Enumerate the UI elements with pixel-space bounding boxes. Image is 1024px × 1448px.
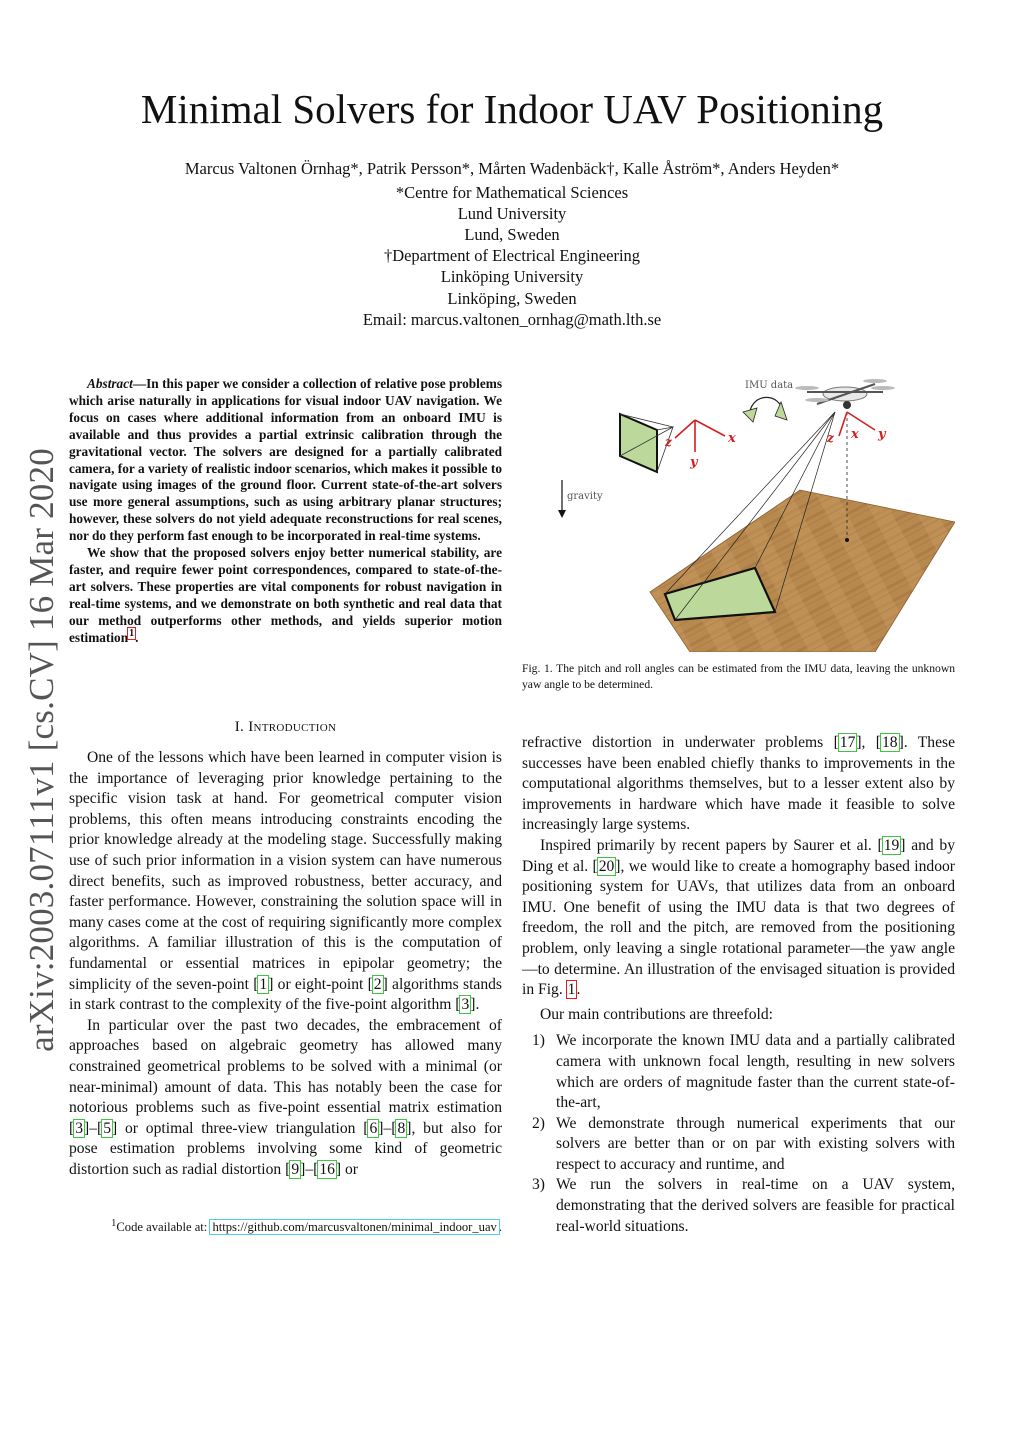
- figure-svg: [545, 372, 955, 652]
- footnote-text: Code available at:: [116, 1220, 211, 1235]
- paragraph-text: refractive distortion in underwater problems: [522, 734, 824, 751]
- paragraph-text: or eight-point: [277, 975, 364, 993]
- affiliation-line: †Department of Electrical Engineering: [383, 246, 641, 265]
- abstract: [69, 376, 502, 647]
- imu-data-label: IMU data: [745, 380, 794, 391]
- abstract-paragraph: —In this paper we consider a collection of relative pose problems which arise naturally in applications for visual indoor UAV navigation. We focus on cases where additional information from an onboard IMU is available and thus provides a partial extrinsic calibration through the gravitational vector. The solvers are designed for a partially calibrated camera, for a variety of realistic indoor scenarios, which makes it possible to navigate using images of the ground floor. Current state-of-the-art solvers use more general assumptions, such as using arbitrary planar structures; however, these solvers do not yield adequate reconstructions for real scenes, nor do they perform fast enough to be incorporated in real-time systems.: [69, 376, 502, 544]
- citation-link[interactable]: 8: [397, 1119, 406, 1137]
- punctuation: .: [475, 996, 480, 1014]
- paragraph-text: . These successes have been enabled chiefly thanks to improvements in the computational algorithms themselves, but to a lesser extent also by improvements in hardware which have made it feasible to solve increasingly large systems.: [522, 734, 955, 834]
- list-number: 1): [532, 1032, 545, 1050]
- contribution-list: [522, 1031, 955, 1237]
- code-url-link[interactable]: https://github.com/marcusvaltonen/minimal_indoor_uav: [212, 1220, 497, 1235]
- abstract-label: Abstract: [87, 376, 133, 391]
- paragraph-text: , but also for pose estimation problems involving some kind of geometric distortion such as radial distortion: [69, 1119, 503, 1178]
- figure-uav-illustration: [545, 372, 955, 652]
- affiliation-line: Linköping University: [440, 267, 584, 286]
- punctuation: .: [576, 981, 581, 999]
- introduction-text: One of the lessons which have been learned in computer vision is the importance of leveraging prior knowledge pertaining to the specific vision task at hand. For geometrical computer vision problems, this often means introducing constraints encoding the prior knowledge already at the modeling stage. Successfully making use of such prior information in a vision system can have numerous direct benefits, such as improved robustness, better accuracy, and faster performance. However, constraining the solution space will in many cases come at the cost of requiring significantly more complex algorithms. A familiar illustration of this is the computation of fundamental or essential matrices in epipolar geometry; the simplicity of the seven-point [1] or eight-point [2] algorithms stands in stark contrast to the complexity of the five-point algorithm [3]. In particular over the past two decades, the embracement of approaches based on algebraic geometry has allowed many constrained geometrical problems to be solved with a minimal (or near-minimal) amount of data. This has notably been the case for notorious problems such as five-point essential matrix estimation [3]–[5] or optimal three-view triangulation [6]–[8], but also for pose estimation problems involving some kind of geometric distortion such as radial distortion [9]–[16] or: [69, 749, 503, 1178]
- drone-axis-z: z: [827, 431, 834, 445]
- paper-title: Minimal Solvers for Indoor UAV Positioning: [140, 86, 884, 132]
- paragraph-text: and by Ding et al.: [522, 836, 956, 875]
- right-column-text: refractive distortion in underwater problems [17], [18]. These successes have been enabled chiefly thanks to improvements in the computational algorithms themselves, but to a lesser extent also by improvements in hardware which have made it feasible to solve increasingly large systems. Inspired primarily by recent papers by Saurer et al. [19] and by Ding et al. [20], we would like to create a homography based indoor positioning system for UAVs, that utilizes data from an onboard IMU. One benefit of using the IMU data is that two degrees of freedom, the roll and the pitch, are removed from the positioning problem, only leaving a single rotational parameter—the yaw angle—to determine. An illustration of the envisaged situation is provided in Fig. 1. Our main contributions are threefold: 1) We incorporate the known IMU data and a partially calibrated camera with unknown focal length, resulting in new solvers which are orders of magnitude faster than the current state-of-the-art, 2) We demonstrate through numerical experiments that our solvers are better than or on par with existing solvers with respect to accuracy and runtime, and 3) We run the solvers in real-time on a UAV system, demonstrating that the derived solvers are feasible for practical real-world situations.: [522, 733, 955, 1237]
- figure-link[interactable]: 1: [567, 981, 576, 999]
- paragraph-text: Our main contributions are threefold:: [540, 1005, 773, 1023]
- paragraph-text: In particular over the past two decades, the embracement of approaches based on algebraic geometry has allowed many constrained geometrical problems to be solved with a minimal (or near-minimal) amount of data. This has notably been the case for notorious problems such as five-point essential matrix estimation: [69, 1016, 502, 1117]
- citation-link[interactable]: 16: [319, 1160, 335, 1178]
- list-number: 2): [532, 1114, 545, 1132]
- citation-link[interactable]: 3: [75, 1119, 83, 1137]
- affiliation-line: *Centre for Mathematical Sciences: [395, 183, 629, 202]
- section-heading: [69, 719, 502, 736]
- axis-label-x: x: [728, 431, 736, 446]
- affiliation-line: Lund University: [457, 204, 567, 223]
- drone-axis-x: x: [851, 427, 859, 442]
- list-item-text: We demonstrate through numerical experiments that our solvers are better than or on par with existing solvers with respect to accuracy and runtime, and: [556, 1114, 955, 1173]
- citation-link[interactable]: 5: [103, 1119, 111, 1137]
- abstract-paragraph: We show that the proposed solvers enjoy better numerical stability, are faster, and require fewer point correspondences, compared to state-of-the-art solvers. These properties are vital components for robust navigation in real-time systems, and we demonstrate on both synthetic and real data that our method outperforms other methods, and yields superior motion estimation: [69, 545, 502, 645]
- citation-link[interactable]: 1: [259, 975, 268, 993]
- arxiv-sidebar: [14, 440, 70, 1060]
- gravity-label: gravity: [567, 491, 603, 502]
- wooden-floor: [650, 490, 955, 652]
- footnote-link[interactable]: 1: [129, 628, 135, 640]
- rotation-arrowheads: [743, 402, 787, 422]
- axis-label-z: z: [665, 435, 672, 449]
- list-item: [522, 1114, 955, 1176]
- paragraph-text: or optimal three-view triangulation: [125, 1119, 356, 1137]
- paragraph-text: One of the lessons which have been learned in computer vision is the importance of leveraging prior knowledge pertaining to the specific vision task at hand. For geometrical computer vision problems, this often means introducing constraints encoding the prior knowledge already at the modeling stage. Successfully making use of such prior information in a vision system can have numerous direct benefits, such as improved robustness, better accuracy, and faster performance. However, constraining the solution space will in many cases come at the cost of requiring significantly more complex algorithms. A familiar illustration of this is the computation of fundamental or essential matrices in epipolar geometry; the simplicity of the seven-point: [69, 749, 502, 993]
- citation-link[interactable]: 6: [369, 1119, 378, 1137]
- paragraph-text: algorithms stands in stark contrast to the complexity of the five-point algorithm: [69, 975, 502, 1014]
- camera-image-plane: [620, 414, 657, 472]
- citation-link[interactable]: 17: [839, 734, 856, 751]
- citation-link[interactable]: 2: [373, 975, 382, 993]
- drone-icon: [795, 379, 895, 409]
- arxiv-identifier[interactable]: arXiv:2003.07111v1 [cs.CV] 16 Mar 2020: [22, 448, 61, 1052]
- figure-caption: Fig. 1. The pitch and roll angles can be estimated from the IMU data, leaving the unknown yaw angle to be determined.: [522, 662, 955, 691]
- list-item-text: We incorporate the known IMU data and a partially calibrated camera with unknown focal length, resulting in new solvers which are orders of magnitude faster than the current state-of-the-art,: [556, 1032, 955, 1112]
- list-item: [522, 1031, 955, 1113]
- paragraph-text: Inspired primarily by recent papers by Saurer et al.: [540, 836, 872, 854]
- drone-axis-y: y: [878, 427, 886, 442]
- list-number: 3): [532, 1176, 545, 1194]
- axis-label-y: y: [690, 455, 698, 470]
- footnote: [69, 1218, 502, 1235]
- citation-link[interactable]: 18: [882, 734, 898, 751]
- citation-link[interactable]: 9: [291, 1160, 300, 1178]
- punctuation: .: [498, 1220, 502, 1235]
- affiliation-line: Lund, Sweden: [464, 225, 560, 244]
- contact-email: Email: marcus.valtonen_ornhag@math.lth.se: [362, 310, 662, 329]
- paragraph-text: , we would like to create a homography based indoor positioning system for UAVs, that utilizes data from an onboard IMU. One benefit of using the IMU data is that two degrees of freedom, the roll and the pitch, are removed from the positioning problem, only leaving a single rotational parameter—the yaw angle—to determine. An illustration of the envisaged situation is provided in Fig.: [522, 857, 955, 999]
- citation-link[interactable]: 3: [461, 996, 470, 1014]
- paragraph-text: or: [345, 1160, 358, 1178]
- section-number: I.: [234, 719, 245, 735]
- nadir-point: [845, 538, 849, 542]
- section-title: Introduction: [248, 719, 337, 735]
- camera1-axes: [675, 420, 725, 452]
- author-list: Marcus Valtonen Örnhag*, Patrik Persson*, Mårten Wadenbäck†, Kalle Åström*, Anders Heyden*: [184, 159, 840, 178]
- list-item-text: We run the solvers in real-time on a UAV system, demonstrating that the derived solvers are feasible for practical real-world situations.: [556, 1176, 955, 1235]
- citation-link[interactable]: 20: [598, 857, 615, 875]
- affiliation-line: Linköping, Sweden: [447, 289, 577, 308]
- gravity-arrowhead: [558, 510, 566, 518]
- punctuation: .: [135, 629, 139, 645]
- list-item: [522, 1175, 955, 1237]
- footnote-mark: 1: [111, 1218, 117, 1229]
- citation-link[interactable]: 19: [883, 836, 900, 854]
